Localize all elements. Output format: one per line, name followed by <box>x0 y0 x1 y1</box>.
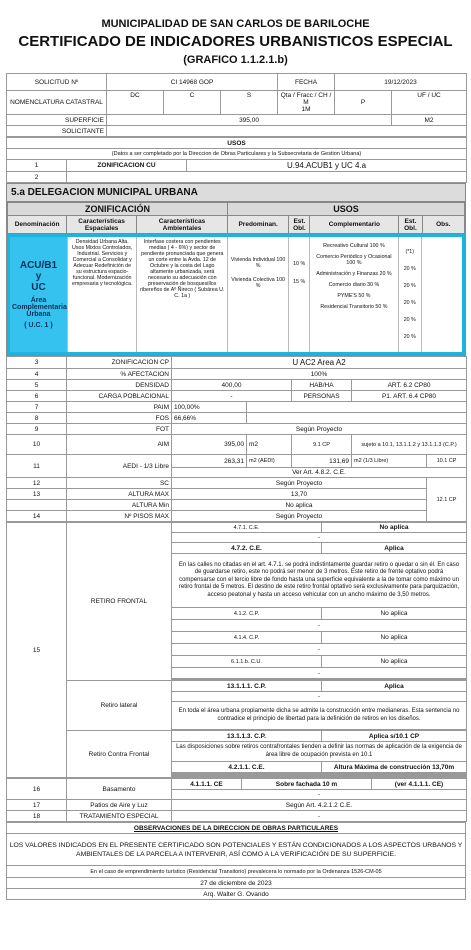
comp-item: Residencial Transitorio 50 % <box>320 304 388 310</box>
comp-est: (*1) <box>405 249 414 255</box>
fecha-label: FECHA <box>278 74 335 91</box>
pred-est-cell <box>289 236 310 354</box>
usos-header: USOS <box>227 203 464 216</box>
dash-cell: - <box>172 644 467 656</box>
code-cell: 4.7.2. C.E. <box>172 543 322 554</box>
code-cell: 4.2.1.1. C.E. <box>172 762 322 773</box>
basamento-label: Basamento <box>67 779 172 800</box>
c-label: C <box>164 91 221 115</box>
zonificacion-cu-label: ZONIFICACION CU <box>67 160 187 172</box>
zona-code-3: UC <box>31 282 46 293</box>
comp-item: Comercio Periódico y Ocasional 100 % <box>316 254 392 266</box>
est2-header: Est. Obl. <box>399 216 422 234</box>
ambientales-text: Interfase costera con pendientes medias ( 4 - 6%) y sector de pendiente pronunciada que genera un corte entre la Avda. 12 de Octubre y la costa del Lago altamente urbanizada, será necesario su adecuación con preservación de bosquesillos ribereños de Aº Ñireco ( Subárea U. C. 1a ) <box>137 236 228 354</box>
usos-title: USOS <box>7 138 467 149</box>
densidad-unit: HAB/HA <box>292 380 352 391</box>
observaciones-text: LOS VALORES INDICADOS EN EL PRESENTE CERTIFICADO SON POTENCIALES Y ESTÁN CONDICIONADOS A LOS ASPECTOS URBANOS Y AMBIENTALES DE LA PARCELA A INTERVENIR, ASÍ COMO A LA VERIFICACIÓN DE SU SUPERFICIE. <box>7 834 466 866</box>
s-label: S <box>221 91 278 115</box>
row-number: 1 <box>7 160 67 172</box>
row-number: 13 <box>7 489 67 500</box>
basamento-code: 4.1.1.1. CE <box>172 779 242 790</box>
sc-value: Según Proyecto <box>172 478 427 489</box>
libre-value: 131,69 <box>292 455 352 468</box>
row-number: 12 <box>7 478 67 489</box>
usos-table <box>6 137 467 183</box>
retiros-table <box>6 522 467 778</box>
row-number: 14 <box>7 511 67 522</box>
espaciales-text: Densidad Urbana Alta. Usos Mixtos Controlados, Industrial. Servicios y Comercial a Consolidar y Adecuar Redefinición de su estructura espacio-funcional. Modernización empresaria y tecnológica. <box>67 236 137 354</box>
carga-unit: PERSONAS <box>292 391 352 402</box>
altura-min-value: No aplica <box>172 500 427 511</box>
zona-denominacion <box>9 236 68 354</box>
qta-cell <box>278 91 335 115</box>
footer-table <box>6 822 466 900</box>
code-cell: 4.1.4. C.P. <box>172 632 322 644</box>
dash-cell: - <box>172 620 467 632</box>
row-number: 17 <box>7 800 67 811</box>
comp-item: PYME'S 50 % <box>337 293 371 299</box>
row-number: 4 <box>7 369 67 380</box>
signature-name: Arq. Walter G. Ovando <box>7 889 466 900</box>
zona-code-2: y <box>35 271 42 282</box>
delegacion-block <box>6 183 466 356</box>
observaciones-title: OBSERVACIONES DE LA DIRECCION DE OBRAS PARTICULARES <box>7 823 466 834</box>
zonificacion-table <box>7 202 465 234</box>
row-number: 10 <box>7 435 67 455</box>
row-number: 11 <box>7 455 67 478</box>
row-number: 2 <box>7 172 67 183</box>
aedi-value: 263,31 <box>172 455 247 468</box>
delegacion-title: 5.a DELEGACION MUNICIPAL URBANA <box>7 184 465 202</box>
pred2: Vivienda Colectiva 100 % <box>231 277 285 289</box>
retiro-lateral-label: Retiro lateral <box>67 681 172 731</box>
solicitante-label: SOLICITANTE <box>7 126 107 137</box>
zona-name: Área Complementaria Urbana <box>12 297 67 318</box>
comp-est: 20 % <box>403 334 416 340</box>
altura-min-label: ALTURA Min <box>67 500 172 511</box>
pred1-est: 10 % <box>293 261 306 267</box>
dash-cell: - <box>172 692 467 702</box>
retiro-frontal-label: RETIRO FRONTAL <box>67 523 172 681</box>
est-header: Est. Obl. <box>289 216 310 234</box>
comp-item: Comercio diario 30 % <box>328 282 380 288</box>
libre-unit: m2 (1/3 Libre) <box>352 455 427 468</box>
row-number: 9 <box>7 424 67 435</box>
value-cell: Aplica s/10.1 CP <box>322 731 467 742</box>
zona-sub: ( U.C. 1 ) <box>24 322 53 329</box>
fos-label: FOS <box>67 413 172 424</box>
code-cell: 6.1.1.b. C.U. <box>172 656 322 668</box>
afectacion-value: 100% <box>172 369 467 380</box>
zona-detail-table <box>7 234 465 355</box>
value-cell: Aplica <box>322 543 467 554</box>
fos-value: 66,66% <box>172 413 247 424</box>
aedi-note: Ver Art. 4.8.2. C.E. <box>172 468 467 478</box>
altura-max-value: 13,70 <box>172 489 427 500</box>
patios-label: Patios de Aire y Luz <box>67 800 172 811</box>
dash-cell: - <box>172 533 467 543</box>
retiro-lateral-text: En toda el área urbana propiamente dicha se admite la construcción entre medianeras. Esta sentencia no contradice el principio de libertad para la definición de retiros en los diseños. <box>172 702 467 730</box>
densidad-ref: ART. 6.2 CP80 <box>352 380 467 391</box>
sc-label: SC <box>67 478 172 489</box>
code-cell: 13.1.1.3. C.P. <box>172 731 322 742</box>
ambientales-header: Características Ambientales <box>137 216 228 234</box>
predominante-cell <box>228 236 289 354</box>
aedi-unit: m2 (AEDI) <box>247 455 292 468</box>
complementario-header: Complementario <box>310 216 399 234</box>
header <box>0 0 471 66</box>
dash-cell: - <box>172 790 467 800</box>
retiro-contrafrontal-text: Las disposiciones sobre retiros contrafrontales tienden a definir las normas de aplicación de la exigencia de área libre de ocupación prevista en 10.1 <box>172 742 467 762</box>
final-rows-table <box>6 778 467 822</box>
densidad-value: 400,00 <box>172 380 292 391</box>
altura-max-label: ALTURA MAX <box>67 489 172 500</box>
nomenclatura-label: NOMENCLATURA CATASTRAL <box>7 91 107 115</box>
paim-label: PAIM <box>67 402 172 413</box>
zonificacion-header: ZONIFICACIÓN <box>8 203 228 216</box>
row-number: 7 <box>7 402 67 413</box>
basamento-value: Sobre fachada 10 m <box>242 779 372 790</box>
m2-unit: M2 <box>392 115 467 126</box>
aim-value: 395,00 <box>172 435 247 455</box>
comp-est: 20 % <box>403 317 416 323</box>
value-cell: No aplica <box>322 523 467 533</box>
row-number: 16 <box>7 779 67 800</box>
carga-label: CARGA POBLACIONAL <box>67 391 172 402</box>
pred2-est: 15 % <box>293 279 306 285</box>
paim-value: 100,00% <box>172 402 247 413</box>
complementario-cell <box>310 236 398 354</box>
value-cell: No aplica <box>322 656 467 668</box>
row-number: 15 <box>7 523 67 778</box>
empty-cell <box>7 500 67 511</box>
row-number: 18 <box>7 811 67 822</box>
value-cell: Altura Máxima de construcción 13,70m <box>322 762 467 773</box>
dash-cell: - <box>172 668 467 679</box>
row-number: 5 <box>7 380 67 391</box>
qta-label: Qta / Fracc / CH / M <box>280 92 332 106</box>
qta-value: 1M <box>301 106 311 113</box>
empty-cell <box>67 172 467 183</box>
pisos-value: Según Proyecto <box>172 511 427 522</box>
certificate-subtitle: (GRAFICO 1.1.2.1.b) <box>183 54 288 66</box>
pisos-label: Nº PISOS MAX <box>67 511 172 522</box>
comp-item: Administración y Finanzas 20 % <box>316 271 392 277</box>
tratamiento-label: TRATAMIENTO ESPECIAL <box>67 811 172 822</box>
afectacion-label: % AFECTACION <box>67 369 172 380</box>
comp-item: Recreativo Cultural 100 % <box>323 243 385 249</box>
code-cell: 4.7.1. C.E. <box>172 523 322 533</box>
fot-label: FOT <box>67 424 172 435</box>
fecha-value: 19/12/2023 <box>335 74 467 91</box>
solicitud-label: SOLICITUD Nº <box>7 74 107 91</box>
municipality-title: MUNICIPALIDAD DE SAN CARLOS DE BARILOCHE <box>101 18 370 30</box>
aedi-label: AEDI - 1/3 Libre <box>67 455 172 478</box>
fot-value: Según Proyecto <box>172 424 467 435</box>
carga-ref: P1. ART. 6.4 CP80 <box>352 391 467 402</box>
p-label: P <box>335 91 392 115</box>
superficie-value: 395,00 <box>107 115 392 126</box>
dc-label: DC <box>107 91 164 115</box>
comp-est: 20 % <box>403 300 416 306</box>
empty-cell <box>247 413 467 424</box>
espaciales-header: Características Espaciales <box>67 216 137 234</box>
comp-est: 20 % <box>403 266 416 272</box>
patios-value: Según Art. 4.2.1.2 C.E. <box>172 800 467 811</box>
zona-code-1: ACU/B1 <box>19 260 58 271</box>
obs-header: Obs. <box>422 216 464 234</box>
aim-unit: m2 <box>247 435 292 455</box>
denominacion-header: Denominación <box>8 216 67 234</box>
altura-ref: 12.1 CP <box>427 478 467 522</box>
basamento-ref: (ver 4.1.1.1. CE) <box>372 779 467 790</box>
row-number: 3 <box>7 357 67 369</box>
value-cell: Aplica <box>322 681 467 692</box>
carga-value: - <box>172 391 292 402</box>
pred1: Vivienda Individual 100 % <box>230 257 286 269</box>
code-cell: 13.1.1.1. C.P. <box>172 681 322 692</box>
indicators-table <box>6 356 467 522</box>
usos-note: (Datos a ser completado por la Direccion de Obras Particulares y la Subsecretaria de Gestion Urbana) <box>7 149 467 160</box>
densidad-label: DENSIDAD <box>67 380 172 391</box>
value-cell: No aplica <box>322 608 467 620</box>
retiro-contrafrontal-label: Retiro Contra Frontal <box>67 731 172 778</box>
certificate-title: CERTIFICADO DE INDICADORES URBANISTICOS ESPECIAL <box>18 33 453 50</box>
row-number: 6 <box>7 391 67 402</box>
empty-cell <box>247 402 467 413</box>
issue-date: 27 de diciembre de 2023 <box>7 878 466 889</box>
solicitud-value: CI 14968 GOP <box>107 74 278 91</box>
obs-cell <box>421 236 463 354</box>
superficie-label: SUPERFICIE <box>7 115 107 126</box>
solicitante-value <box>107 126 467 137</box>
zonificacion-cu-value: U.94.ACUB1 y UC 4.a <box>187 160 467 172</box>
uf-label: UF / UC <box>392 91 467 115</box>
aim-note: sujeto a 10.1, 13.1.1.2 y 13.1.1.3 (C.P.) <box>352 435 467 455</box>
aim-label: AIM <box>67 435 172 455</box>
value-cell: No aplica <box>322 632 467 644</box>
retiro-frontal-text: En las calles no citadas en el art. 4.7.1. se podrá indistintamente guardar retiro o quedar o sin él. En caso de guardarse retiro, este no podrá ser menor de 3 metros. Este retiro de frente optativo podrá compensarse con el tercio libre de fondo hasta una superficie equivalente a la de tomar como máximo un retiro frontal de 5 metros. El destino de este retiro frontal optativo será exclusivamente para parquización, acceso peatonal y hasta un acceso vehicular con un ancho máximo de 3,50 metros. <box>172 554 467 608</box>
info-table <box>6 73 467 137</box>
aedi-ref: 10.1 CP <box>427 455 467 468</box>
row-number: 8 <box>7 413 67 424</box>
aim-ref: 9.1 CP <box>292 435 352 455</box>
comp-est-cell <box>398 236 421 354</box>
comp-est: 20 % <box>403 283 416 289</box>
tratamiento-value: - <box>172 811 467 822</box>
ordenanza-note: En el caso de emprendimiento turístico (Residencial Transitorio) prevalecera lo normado por la Ordenanza 1526-CM-05 <box>7 866 466 878</box>
zonificacion-cp-label: ZONIFICACION CP <box>67 357 172 369</box>
code-cell: 4.1.2. C.P. <box>172 608 322 620</box>
zonificacion-cp-value: U AC2 Area A2 <box>172 357 467 369</box>
predominan-header: Predominan. <box>227 216 288 234</box>
